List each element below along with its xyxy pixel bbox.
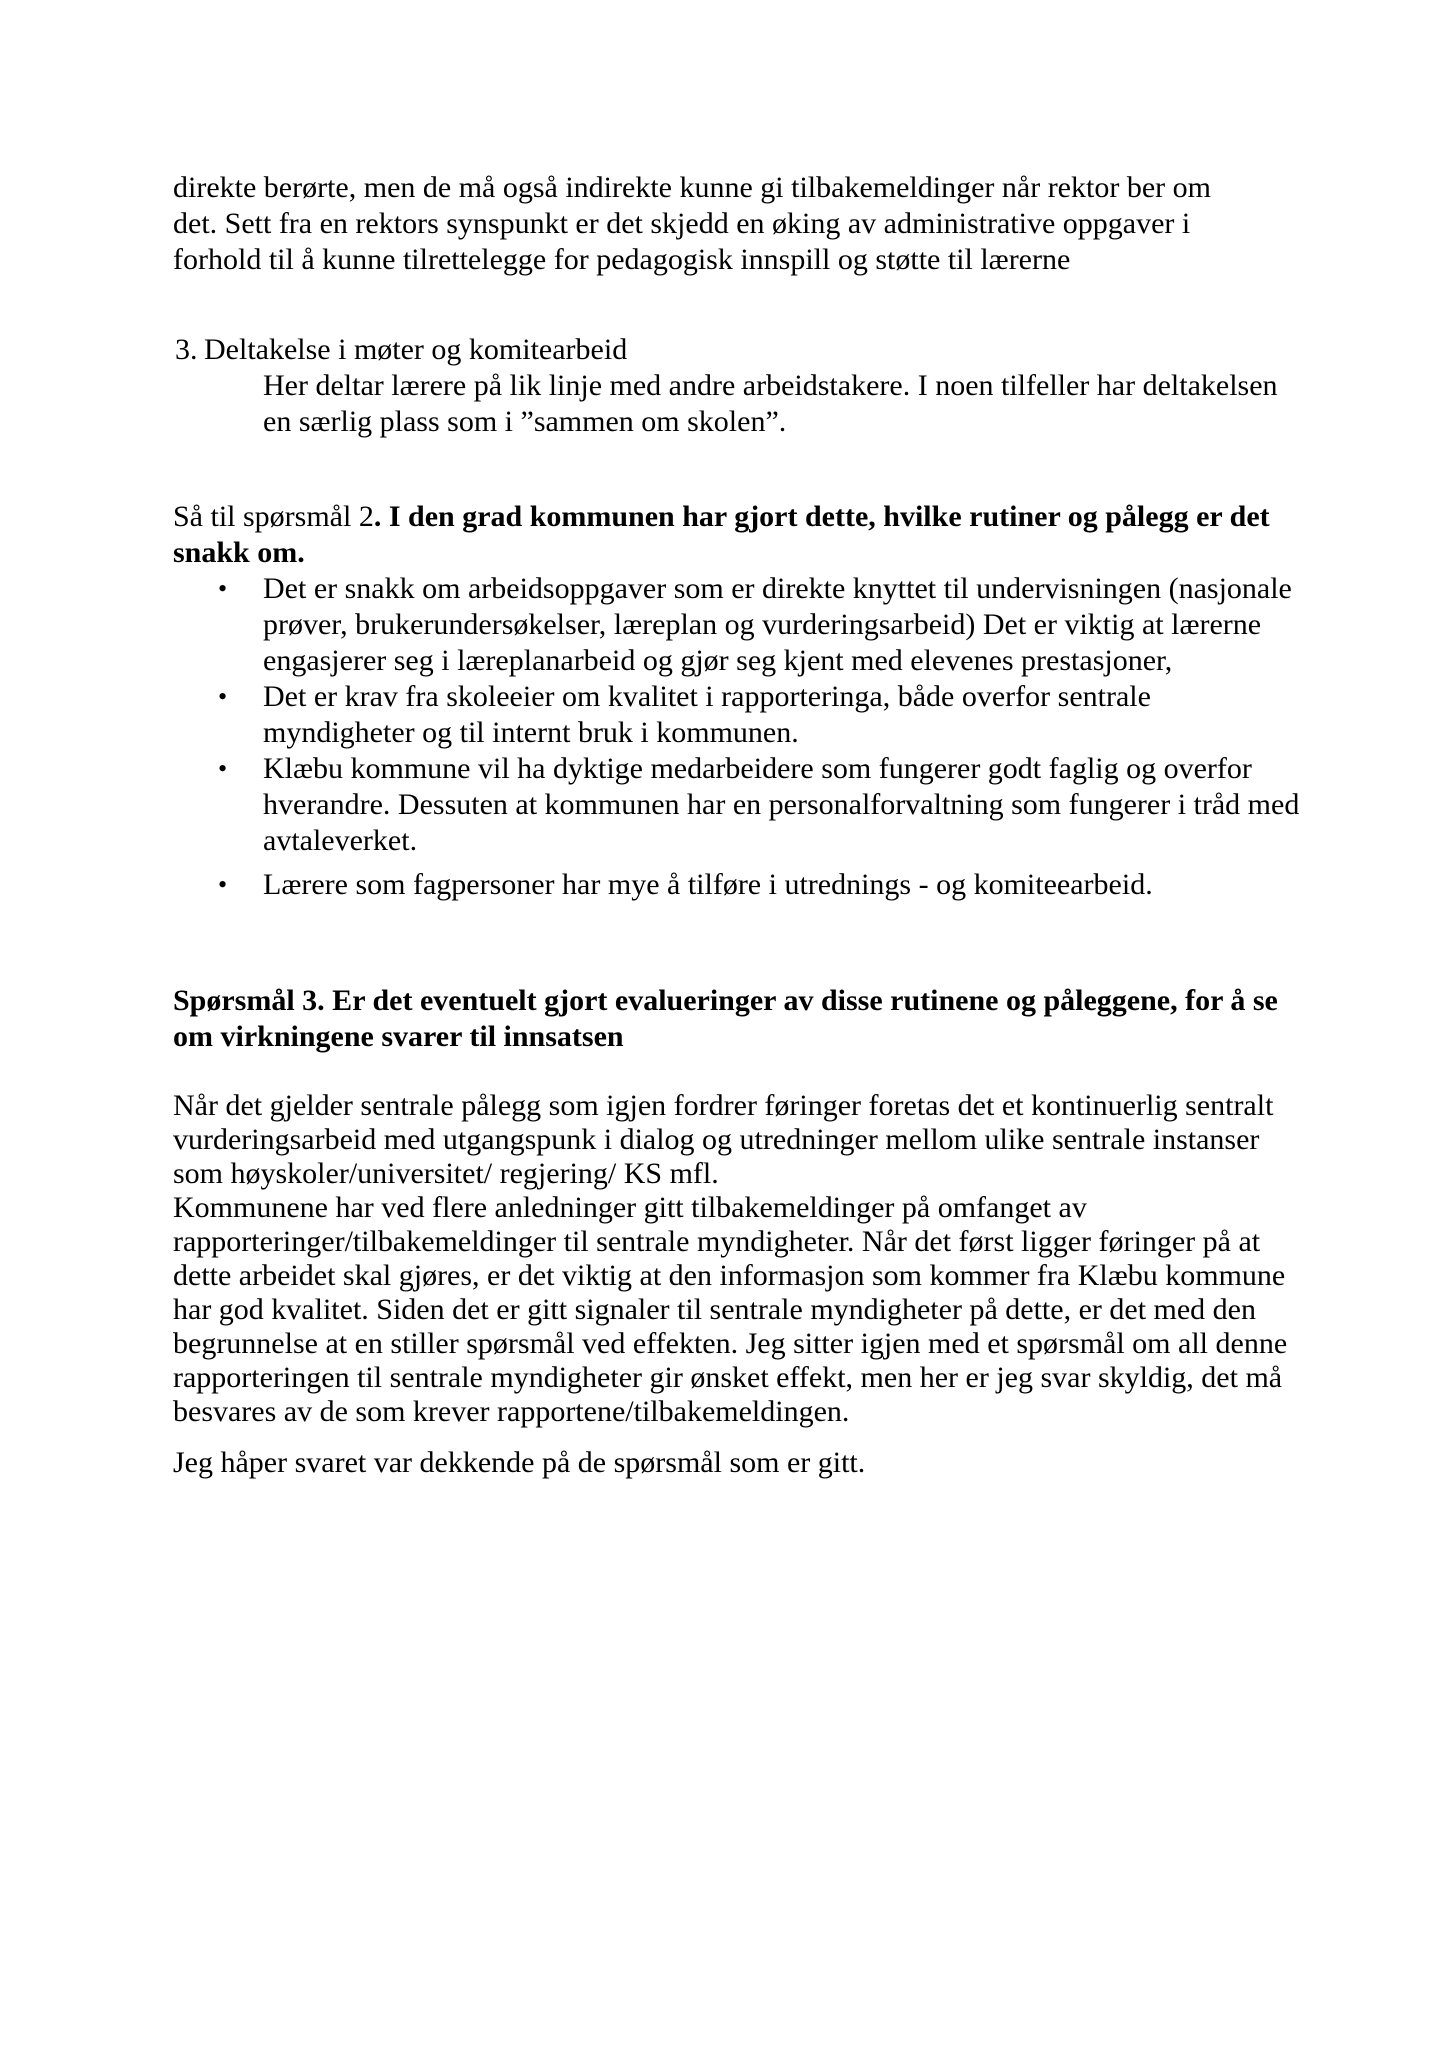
paragraph-line: vurderingsarbeid med utgangspunk i dialog og utredninger mellom ulike sentrale instanser bbox=[173, 1123, 1260, 1156]
paragraph-line: myndigheter og til internt bruk i kommunen. bbox=[263, 716, 799, 749]
heading-line: om virkningene svarer til innsatsen bbox=[173, 1020, 624, 1053]
paragraph-line: Kommunene har ved flere anledninger gitt tilbakemeldinger på omfanget av bbox=[173, 1191, 1087, 1224]
paragraph-line: hverandre. Dessuten at kommunen har en personalforvaltning som fungerer i tråd med bbox=[263, 788, 1300, 821]
question2-paragraph bbox=[173, 499, 1388, 571]
paragraph-line: rapporteringen til sentrale myndigheter gir ønsket effekt, men her er jeg svar skyldig, det må bbox=[173, 1361, 1283, 1394]
paragraph-line: forhold til å kunne tilrettelegge for pedagogisk innspill og støtte til lærerne bbox=[173, 243, 1071, 276]
item-number: 3. bbox=[175, 333, 198, 366]
paragraph-line: rapporteringer/tilbakemeldinger til sentrale myndigheter. Når det først ligger føringer på at bbox=[173, 1225, 1261, 1258]
paragraph-line: Klæbu kommune vil ha dyktige medarbeidere som fungerer godt faglig og overfor bbox=[263, 752, 1252, 785]
paragraph-line: det. Sett fra en rektors synspunkt er det skjedd en øking av administrative oppgaver i bbox=[173, 207, 1191, 240]
item-title: Deltakelse i møter og komitearbeid bbox=[204, 333, 628, 366]
heading-line: Spørsmål 3. Er det eventuelt gjort evalueringer av disse rutinene og påleggene, for å se bbox=[173, 984, 1278, 1017]
paragraph-line: prøver, brukerundersøkelser, læreplan og vurderingsarbeid) Det er viktig at lærerne bbox=[263, 608, 1262, 641]
paragraph-line: Det er krav fra skoleeier om kvalitet i rapporteringa, både overfor sentrale bbox=[263, 680, 1151, 713]
bullet-list bbox=[173, 571, 1388, 903]
numbered-item-3 bbox=[173, 332, 1388, 440]
paragraph-line: direkte berørte, men de må også indirekte kunne gi tilbakemeldinger når rektor ber om bbox=[173, 171, 1211, 204]
bullet-item bbox=[173, 679, 1388, 751]
closing-paragraph bbox=[173, 1445, 1388, 1481]
paragraph-line: Her deltar lærere på lik linje med andre arbeidstakere. I noen tilfeller har deltakelsen bbox=[263, 369, 1278, 402]
paragraph-line: besvares av de som krever rapportene/tilbakemeldingen. bbox=[173, 1395, 850, 1428]
paragraph-line: dette arbeidet skal gjøres, er det viktig at den informasjon som kommer fra Klæbu kommune bbox=[173, 1259, 1286, 1292]
paragraph-line: en særlig plass som i ”sammen om skolen”. bbox=[263, 405, 787, 438]
question2-bold: . I den grad kommunen har gjort dette, hvilke rutiner og pålegg er det bbox=[373, 500, 1270, 533]
paragraph-line: har god kvalitet. Siden det er gitt signaler til sentrale myndigheter på dette, er det med den bbox=[173, 1293, 1256, 1326]
paragraph-line: Det er snakk om arbeidsoppgaver som er direkte knyttet til undervisningen (nasjonale bbox=[263, 572, 1292, 605]
answer-paragraph bbox=[173, 1089, 1388, 1429]
paragraph-line: Lærere som fagpersoner har mye å tilføre i utrednings - og komiteearbeid. bbox=[263, 868, 1153, 901]
question2-lead: Så til spørsmål 2 bbox=[173, 500, 374, 533]
bullet-icon: • bbox=[218, 870, 228, 899]
bullet-item bbox=[173, 867, 1388, 903]
paragraph-line: begrunnelse at en stiller spørsmål ved effekten. Jeg sitter igjen med et spørsmål om all denne bbox=[173, 1327, 1288, 1360]
numbered-item-head bbox=[173, 332, 1388, 368]
paragraph-line: Når det gjelder sentrale pålegg som igjen fordrer føringer foretas det et kontinuerlig sentralt bbox=[173, 1089, 1274, 1122]
bullet-icon: • bbox=[218, 754, 228, 783]
paragraph-line: som høyskoler/universitet/ regjering/ KS mfl. bbox=[173, 1157, 719, 1190]
paragraph-line bbox=[173, 499, 1388, 535]
bullet-item bbox=[173, 751, 1388, 859]
paragraph-line: engasjerer seg i læreplanarbeid og gjør seg kjent med elevenes prestasjoner, bbox=[263, 644, 1173, 677]
bullet-icon: • bbox=[218, 682, 228, 711]
intro-paragraph bbox=[173, 170, 1388, 278]
paragraph-line: snakk om. bbox=[173, 536, 305, 569]
paragraph-line: Jeg håper svaret var dekkende på de spørsmål som er gitt. bbox=[173, 1446, 866, 1479]
bullet-icon: • bbox=[218, 574, 228, 603]
bullet-item bbox=[173, 571, 1388, 679]
numbered-item-body bbox=[263, 368, 1388, 440]
paragraph-line: avtaleverket. bbox=[263, 824, 418, 857]
question3-heading bbox=[173, 983, 1388, 1055]
